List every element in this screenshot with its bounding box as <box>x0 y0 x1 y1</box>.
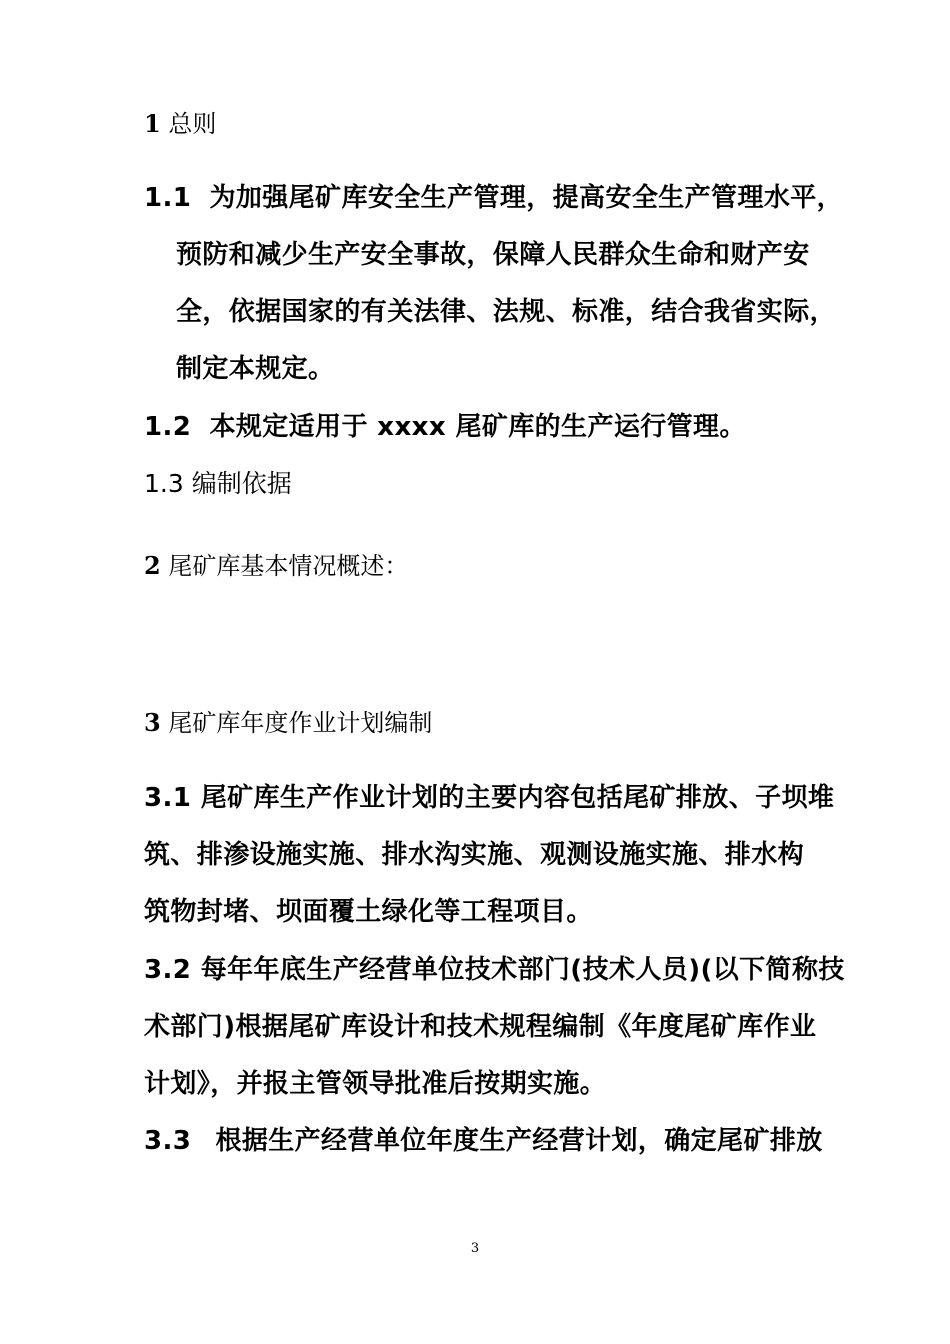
clause-1-1-line-1 <box>144 185 843 211</box>
clause-1-1-line-3: 全，依据国家的有关法律、法规、标准，结合我省实际， <box>176 297 837 327</box>
clause-text: 本规定适用于 xxxx 尾矿库的生产运行管理。 <box>209 412 746 442</box>
clause-3-3 <box>144 1128 823 1154</box>
clause-3-2-line-2: 术部门)根据尾矿库设计和技术规程编制《年度尾矿库作业 <box>144 1012 817 1042</box>
clause-text: 根据生产经营单位年度生产经营计划，确定尾矿排放 <box>215 1126 823 1156</box>
clause-1-2 <box>144 414 746 440</box>
section-number: 1 <box>144 109 161 138</box>
clause-3-1-line-1: 3.1 尾矿库生产作业计划的主要内容包括尾矿排放、子坝堆 <box>144 783 835 813</box>
clause-3-2-line-3: 计划》，并报主管领导批准后按期实施。 <box>144 1069 607 1099</box>
clause-number: 3.3 <box>144 1126 192 1156</box>
clause-number: 1.2 <box>144 412 192 442</box>
page-number: 3 <box>470 1241 480 1256</box>
section-title: 尾矿库年度作业计划编制 <box>168 709 433 737</box>
clause-3-2-line-1: 3.2 每年年底生产经营单位技术部门(技术人员)(以下简称技 <box>144 955 845 985</box>
section-2-heading <box>144 551 409 580</box>
clause-number: 1.1 <box>144 183 192 213</box>
section-title: 尾矿库基本情况概述： <box>168 552 409 580</box>
section-number: 3 <box>144 708 161 737</box>
clause-text: 为加强尾矿库安全生产管理，提高安全生产管理水平， <box>209 183 844 213</box>
clause-3-1-line-2: 筑、排渗设施实施、排水沟实施、观测设施实施、排水构 <box>144 840 805 870</box>
section-1-heading <box>144 109 217 138</box>
section-number: 2 <box>144 551 161 580</box>
clause-1-3: 1.3 编制依据 <box>144 469 292 498</box>
clause-1-1-line-4: 制定本规定。 <box>176 354 335 384</box>
section-3-heading <box>144 708 433 737</box>
section-title: 总则 <box>168 110 217 138</box>
clause-3-1-line-3: 筑物封堵、坝面覆土绿化等工程项目。 <box>144 897 593 927</box>
clause-1-1-line-2: 预防和减少生产安全事故，保障人民群众生命和财产安 <box>176 240 810 270</box>
